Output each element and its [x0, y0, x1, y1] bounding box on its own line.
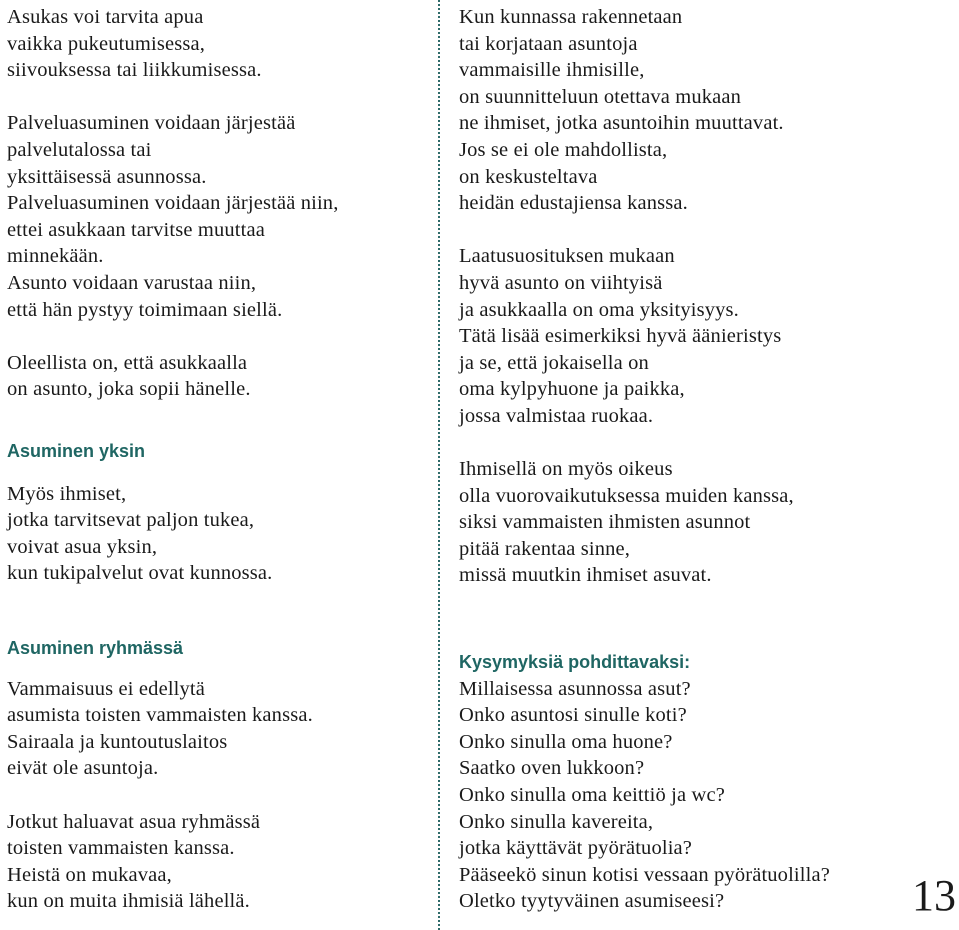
text-line: on keskusteltava	[459, 165, 598, 188]
section-heading: Asuminen ryhmässä	[7, 638, 184, 658]
text-line: hyvä asunto on viihtyisä	[459, 271, 663, 294]
text-line: yksittäisessä asunnossa.	[7, 165, 207, 188]
text-line: Jotkut haluavat asua ryhmässä	[7, 810, 261, 833]
text-line: ja asukkaalla on oma yksityisyys.	[459, 298, 739, 321]
text-line: minnekään.	[7, 245, 104, 268]
text-line: on asunto, joka sopii hänelle.	[7, 378, 251, 401]
text-line: että hän pystyy toimimaan siellä.	[7, 298, 283, 321]
text-line: kun tukipalvelut ovat kunnossa.	[7, 562, 273, 585]
text-line: vammaisille ihmisille,	[459, 59, 645, 82]
question-line: Saatko oven lukkoon?	[459, 757, 645, 780]
text-line: Ihmisellä on myös oikeus	[459, 458, 673, 481]
text-line: ne ihmiset, jotka asuntoihin muuttavat.	[459, 112, 784, 135]
paragraph	[459, 243, 794, 429]
question-line: Pääseekö sinun kotisi vessaan pyörätuolilla?	[459, 863, 830, 886]
paragraph	[7, 481, 338, 587]
text-line: Asukas voi tarvita apua	[7, 6, 204, 28]
text-line: missä muutkin ihmiset asuvat.	[459, 564, 712, 587]
text-line: voivat asua yksin,	[7, 535, 158, 558]
text-line: eivät ole asuntoja.	[7, 757, 159, 780]
text-line: Oleellista on, että asukkaalla	[7, 351, 248, 374]
column-divider	[438, 0, 440, 930]
text-line: Tätä lisää esimerkiksi hyvä äänieristys	[459, 325, 782, 348]
text-line: Sairaala ja kuntoutuslaitos	[7, 730, 228, 753]
text-line: heidän edustajiensa kanssa.	[459, 192, 688, 215]
paragraph	[7, 110, 338, 323]
text-line: vaikka pukeutumisessa,	[7, 32, 206, 55]
text-line: Kun kunnassa rakennetaan	[459, 6, 683, 28]
text-line: on suunnitteluun otettava mukaan	[459, 85, 742, 108]
paragraph	[7, 4, 338, 84]
text-line: asumista toisten vammaisten kanssa.	[7, 704, 313, 727]
text-line: siivouksessa tai liikkumisessa.	[7, 59, 262, 82]
text-line: Vammaisuus ei edellytä	[7, 677, 205, 700]
text-line: tai korjataan asuntoja	[459, 32, 638, 55]
page-number: 13	[912, 871, 956, 920]
question-line: Oletko tyytyväinen asumiseesi?	[459, 890, 725, 913]
text-line: oma kylpyhuone ja paikka,	[459, 378, 685, 401]
question-line: jotka käyttävät pyörätuolia?	[459, 837, 693, 860]
text-line: Jos se ei ole mahdollista,	[459, 138, 668, 161]
section-heading: Kysymyksiä pohdittavaksi:	[459, 652, 691, 672]
text-line: olla vuorovaikutuksessa muiden kanssa,	[459, 484, 794, 507]
question-line: Onko sinulla kavereita,	[459, 810, 654, 833]
right-bottom-column	[459, 649, 830, 915]
paragraph	[459, 4, 794, 217]
text-line: Asunto voidaan varustaa niin,	[7, 271, 257, 294]
question-line: Onko asuntosi sinulle koti?	[459, 704, 687, 727]
paragraph	[7, 676, 313, 782]
text-line: Heistä on mukavaa,	[7, 863, 172, 886]
question-line: Onko sinulla oma huone?	[459, 730, 673, 753]
questions-list	[459, 676, 830, 915]
text-line: Palveluasuminen voidaan järjestää niin,	[7, 192, 339, 215]
paragraph	[7, 809, 313, 915]
text-line: jotka tarvitsevat paljon tukea,	[7, 509, 255, 532]
text-line: Myös ihmiset,	[7, 482, 127, 505]
text-line: pitää rakentaa sinne,	[459, 537, 631, 560]
question-line: Millaisessa asunnossa asut?	[459, 677, 691, 700]
right-top-column	[459, 4, 794, 589]
section-heading: Asuminen yksin	[7, 440, 146, 461]
text-line: Palveluasuminen voidaan järjestää	[7, 112, 296, 135]
text-line: kun on muita ihmisiä lähellä.	[7, 890, 250, 913]
paragraph	[459, 456, 794, 589]
text-line: Laatusuosituksen mukaan	[459, 245, 675, 268]
question-line: Onko sinulla oma keittiö ja wc?	[459, 783, 725, 806]
text-line: jossa valmistaa ruokaa.	[459, 404, 654, 427]
left-top-column	[7, 4, 338, 587]
paragraph	[7, 350, 338, 403]
text-line: ettei asukkaan tarvitse muuttaa	[7, 218, 265, 241]
text-line: toisten vammaisten kanssa.	[7, 837, 235, 860]
text-line: palvelutalossa tai	[7, 138, 152, 161]
text-line: ja se, että jokaisella on	[459, 351, 649, 374]
left-bottom-column	[7, 635, 313, 915]
text-line: siksi vammaisten ihmisten asunnot	[459, 511, 751, 534]
